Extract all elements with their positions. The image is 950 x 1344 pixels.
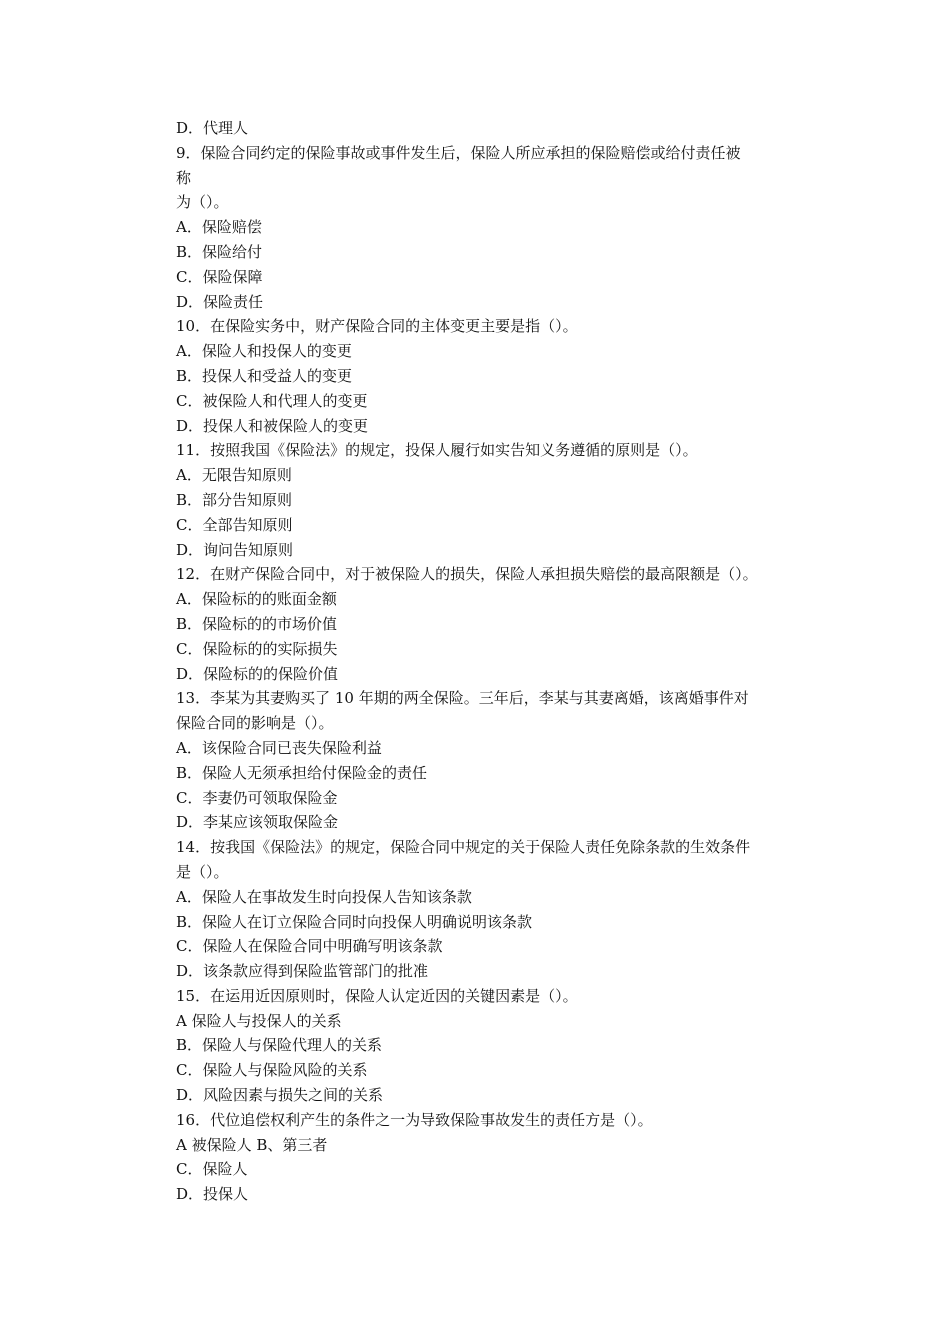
option-line: D．风险因素与损失之间的关系 xyxy=(176,1086,384,1105)
question-9: 9．保险合同约定的保险事故或事件发生后，保险人所应承担的保险赔偿或给付责任被 xyxy=(176,143,741,162)
option-line: D．该条款应得到保险监管部门的批准 xyxy=(176,962,429,981)
option-line: A．该保险合同已丧失保险利益 xyxy=(176,738,382,757)
question-13: 13．李某为其妻购买了 10 年期的两全保险。三年后，李某与其妻离婚，该离婚事件对 xyxy=(176,689,749,708)
option-line: B．投保人和受益人的变更 xyxy=(176,366,353,385)
text-line: 称 xyxy=(176,168,192,187)
question-15: 15．在运用近因原则时，保险人认定近因的关键因素是（）。 xyxy=(176,986,578,1005)
option-line: B．保险人在订立保险合同时向投保人明确说明该条款 xyxy=(176,912,533,931)
option-line: B．保险人与保险代理人的关系 xyxy=(176,1036,383,1055)
option-line: A 保险人与投保人的关系 xyxy=(176,1011,342,1030)
option-line: A．保险标的的账面金额 xyxy=(176,590,337,609)
option-line: C．李妻仍可领取保险金 xyxy=(176,788,338,807)
option-line: C．保险人与保险风险的关系 xyxy=(176,1061,368,1080)
option-line: D．李某应该领取保险金 xyxy=(176,813,339,832)
option-line: A 被保险人 B、第三者 xyxy=(176,1135,328,1154)
option-line: D．保险标的的保险价值 xyxy=(176,664,339,683)
option-line: C．保险人在保险合同中明确写明该条款 xyxy=(176,937,443,956)
question-10: 10．在保险实务中，财产保险合同的主体变更主要是指（）。 xyxy=(176,317,578,336)
question-11: 11．按照我国《保险法》的规定，投保人履行如实告知义务遵循的原则是（）。 xyxy=(176,441,698,460)
text-line: D．代理人 xyxy=(176,119,249,137)
option-line: B．部分告知原则 xyxy=(176,490,293,509)
option-line: D．询问告知原则 xyxy=(176,540,294,559)
option-line: A．保险赔偿 xyxy=(176,218,262,237)
question-16: 16．代位追偿权利产生的条件之一为导致保险事故发生的责任方是（）。 xyxy=(176,1110,653,1129)
option-line: D．保险责任 xyxy=(176,292,264,311)
option-line: A．保险人和投保人的变更 xyxy=(176,342,352,361)
option-line: B．保险给付 xyxy=(176,242,263,261)
text-line: 是（）。 xyxy=(176,862,229,881)
option-line: D．投保人 xyxy=(176,1185,249,1204)
text-line: 为（）。 xyxy=(176,193,229,212)
option-line: B．保险人无须承担给付保险金的责任 xyxy=(176,763,428,782)
option-line: C．被保险人和代理人的变更 xyxy=(176,391,368,410)
option-line: A．无限告知原则 xyxy=(176,466,292,485)
question-14: 14．按我国《保险法》的规定，保险合同中规定的关于保险人责任免除条款的生效条件 xyxy=(176,838,751,857)
option-line: C．保险保障 xyxy=(176,267,263,286)
option-line: C．保险标的的实际损失 xyxy=(176,639,338,658)
option-line: C．全部告知原则 xyxy=(176,515,293,534)
option-line: D．投保人和被保险人的变更 xyxy=(176,416,369,435)
question-12: 12．在财产保险合同中，对于被保险人的损失，保险人承担损失赔偿的最高限额是（）。 xyxy=(176,565,758,584)
option-line: A．保险人在事故发生时向投保人告知该条款 xyxy=(176,887,472,906)
document-text xyxy=(176,116,816,1207)
option-line: B．保险标的的市场价值 xyxy=(176,614,338,633)
text-line: 保险合同的影响是（）。 xyxy=(176,714,334,733)
option-line: C．保险人 xyxy=(176,1160,248,1179)
